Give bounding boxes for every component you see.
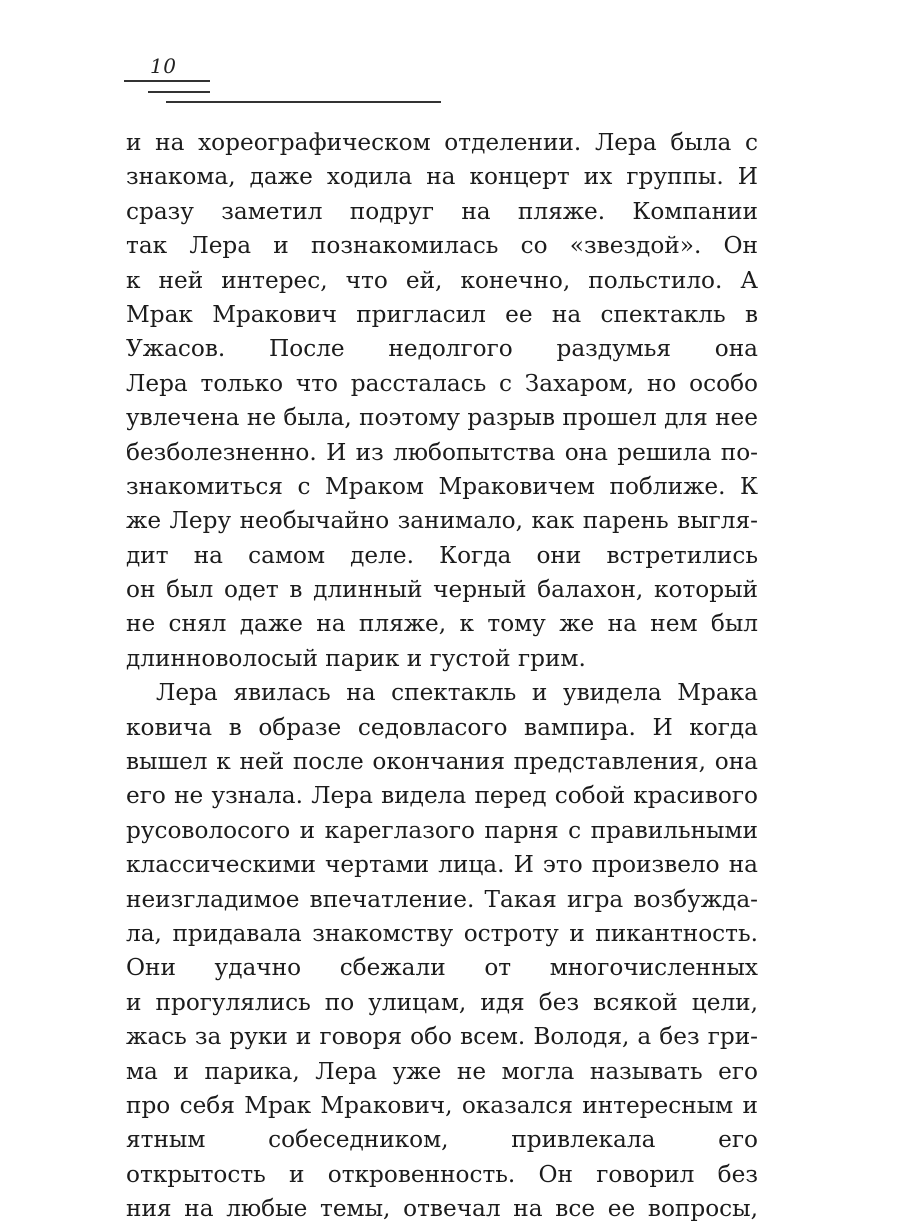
text-line: и на хореографическом отделении. Лера была с — [126, 129, 758, 156]
text-line: безболезненно. И из любопытства она решила по- — [126, 438, 758, 466]
text-line: и прогулялись по улицам, идя без всякой цели, — [126, 988, 758, 1016]
text-line: так Лера и познакомилась со «звездой». Он — [126, 232, 758, 260]
text-line: про себя Мрак Мракович, оказался интересным и — [126, 1091, 758, 1119]
paragraph-1 — [126, 126, 758, 676]
text-line: Мрак Мракович пригласил ее на спектакль в — [126, 300, 758, 328]
text-line: Лера явилась на спектакль и увидела Мрака — [156, 679, 758, 707]
paragraph-2 — [126, 676, 758, 1226]
text-line: знакомиться с Мраком Мраковичем поближе. К — [126, 472, 758, 500]
text-line: сразу заметил подруг на пляже. Компании — [126, 197, 758, 225]
text-line: Лера только что рассталась с Захаром, но особо — [126, 369, 758, 397]
text-line: неизгладимое впечатление. Такая игра возбужда- — [126, 885, 758, 913]
text-line: классическими чертами лица. И это произвело на — [126, 851, 758, 879]
text-line: ковича в образе седовласого вампира. И когда — [126, 713, 758, 741]
body-text — [126, 126, 758, 1227]
text-line: он был одет в длинный черный балахон, который — [126, 576, 758, 604]
header-rule-3 — [166, 101, 441, 103]
text-line: его не узнала. Лера видела перед собой красивого — [126, 782, 758, 810]
text-line: ла, придавала знакомству остроту и пикантность. — [126, 919, 758, 947]
text-line: знакома, даже ходила на концерт их группы. И — [126, 163, 758, 191]
text-line: не снял даже на пляже, к тому же на нем был — [126, 610, 758, 638]
page-number: 10 — [150, 54, 177, 78]
text-line: русоволосого и кареглазого парня с правильными — [126, 816, 758, 844]
text-line: же Леру необычайно занимало, как парень выгля- — [126, 507, 758, 535]
text-line: вышел к ней после окончания представления, она — [126, 748, 758, 776]
text-line: жась за руки и говоря обо всем. Володя, а без гри- — [126, 1023, 758, 1051]
text-line: ятным собеседником, привлекала его — [126, 1126, 758, 1154]
text-line: увлечена не была, поэтому разрыв прошел для нее — [126, 404, 758, 432]
text-line: к ней интерес, что ей, конечно, польстило. А — [126, 266, 758, 294]
text-line: дит на самом деле. Когда они встретились — [126, 541, 758, 569]
text-line: Ужасов. После недолгого раздумья она — [126, 335, 758, 363]
text-line: ния на любые темы, отвечал на все ее вопросы, — [126, 1195, 758, 1223]
header-rule-2 — [148, 91, 210, 93]
header-rule-1 — [124, 80, 210, 82]
text-line: открытость и откровенность. Он говорил без — [126, 1160, 758, 1188]
text-line: ма и парика, Лера уже не могла называть его — [126, 1057, 758, 1085]
text-line: длинноволосый парик и густой грим. — [126, 644, 586, 672]
text-line: Они удачно сбежали от многочисленных — [126, 954, 758, 982]
